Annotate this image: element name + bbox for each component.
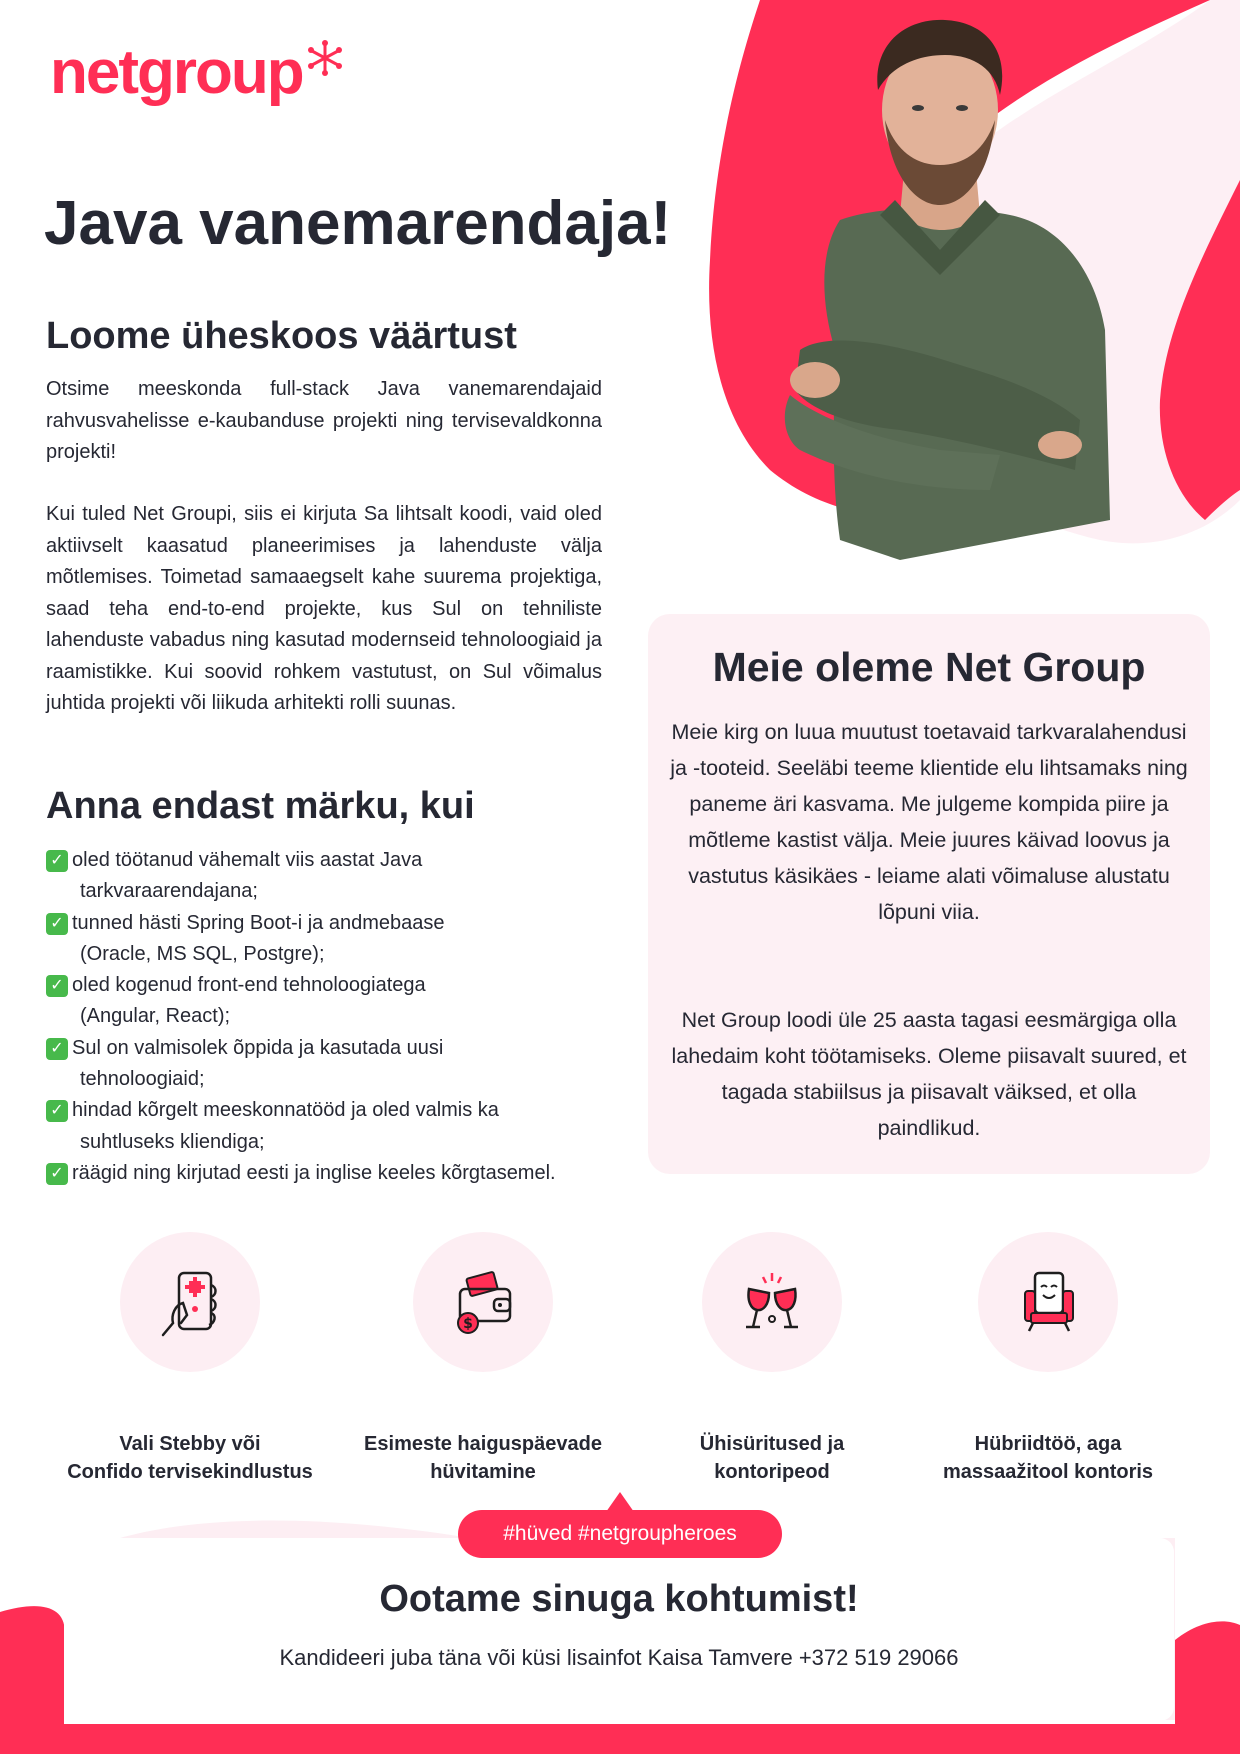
requirement-line-cont: (Oracle, MS SQL, Postgre); (80, 942, 325, 965)
netgroup-logo[interactable] (50, 38, 345, 107)
cheers-glasses-icon (735, 1265, 809, 1339)
phone-health-icon (153, 1265, 227, 1339)
checkmark-icon: ✓ (46, 1100, 68, 1122)
logo-wordmark: netgroup (50, 38, 303, 107)
list-item (46, 970, 626, 1033)
benefit-label-line: Esimeste haiguspäevade (364, 1433, 602, 1455)
benefit-icon-circle (120, 1232, 260, 1372)
footer-card (64, 1538, 1174, 1721)
checkmark-icon: ✓ (46, 1038, 68, 1060)
list-item (46, 908, 626, 971)
benefit-label-line: massaažitool kontoris (942, 1461, 1154, 1483)
benefit-health-insurance (52, 1232, 328, 1486)
intro-heading: Loome üheskoos väärtust (46, 315, 517, 357)
benefit-label-line: Hübriidtöö, aga (974, 1433, 1122, 1455)
benefit-label-line: kontoripeod (714, 1461, 830, 1483)
svg-text:$: $ (463, 1316, 473, 1332)
requirement-line-cont: tarkvaraarendajana; (80, 880, 258, 903)
benefit-label-line: Ühisüritused ja (699, 1433, 845, 1455)
massage-chair-icon (1011, 1265, 1085, 1339)
footer-red-band (0, 1724, 1240, 1754)
requirement-line: oled töötanud vähemalt viis aastat Java (72, 849, 423, 871)
logo-asterisk-icon (305, 38, 345, 78)
checkmark-icon: ✓ (46, 913, 68, 935)
footer-red-band-right (1175, 1621, 1240, 1754)
requirement-line: räägid ning kirjutad eesti ja inglise keeles kõrgtasemel. (72, 1161, 556, 1184)
requirement-line: oled kogenud front-end tehnoloogiatega (72, 974, 426, 997)
benefit-label (910, 1430, 1186, 1486)
requirement-line-cont: (Angular, React); (80, 1005, 231, 1028)
hashtag-pointer (606, 1492, 634, 1512)
requirement-line-cont: tehnoloogiaid; (80, 1068, 205, 1091)
list-item (46, 845, 626, 908)
checkmark-icon: ✓ (46, 975, 68, 997)
intro-paragraph-1: Otsime meeskonda full-stack Java vanemarendajaid rahvusvahelisse e-kaubanduse projekti ning tervisevaldkonna projekti! (46, 378, 602, 463)
about-heading: Meie oleme Net Group (712, 644, 1146, 690)
list-item (46, 1158, 626, 1189)
benefit-events (634, 1232, 910, 1486)
footer-contact: Kandideeri juba täna või küsi lisainfot Kaisa Tamvere +372 519 29066 (279, 1645, 959, 1670)
benefit-label-line: hüvitamine (430, 1461, 536, 1483)
job-title: Java vanemarendaja! (44, 189, 672, 258)
hashtag-badge[interactable]: #hüved #netgroupheroes (458, 1510, 782, 1558)
requirement-line-cont: suhtluseks kliendiga; (80, 1130, 265, 1153)
intro-paragraph-2: Kui tuled Net Groupi, siis ei kirjuta Sa lihtsalt koodi, vaid oled aktiivselt kaasatud planeerimises ja lahenduste välja mõtlemises. Toimetad samaaegselt kahe suurema projektiga, saad teha end-to-end projekte, kus Sul on tehniliste lahenduste vabadus ning kasutad modernseid tehnoloogiaid ja raamistikke. Kui soovid rohkem vastutust, on Sul võimalus juhtida projekti või liikuda arhitekti rolli suunas. (46, 503, 602, 714)
about-paragraph-1: Meie kirg on luua muutust toetavaid tarkvaralahendusi ja -tooteid. Seeläbi teeme klientide elu lihtsamaks ning paneme äri kasvama. Me julgeme kompida piire ja mõtleme kastist välja. Meie juures käivad loovus ja vastutus käsikäes - leiame alati võimaluse alustatu lõpuni viia. (670, 720, 1188, 924)
benefit-label (52, 1430, 328, 1486)
list-item (46, 1033, 626, 1096)
benefit-icon-circle (413, 1232, 553, 1372)
requirement-line: tunned hästi Spring Boot-i ja andmebaase (72, 911, 445, 934)
wallet-money-icon (446, 1265, 520, 1339)
requirements-list (46, 845, 626, 1189)
footer-heading: Ootame sinuga kohtumist! (379, 1578, 859, 1620)
benefit-icon-circle (702, 1232, 842, 1372)
checkmark-icon: ✓ (46, 1163, 68, 1185)
requirements-heading: Anna endast märku, kui (46, 785, 475, 827)
benefit-icon-circle (978, 1232, 1118, 1372)
requirement-line: hindad kõrgelt meeskonnatööd ja oled valmis ka (72, 1099, 499, 1122)
benefit-sick-days (345, 1232, 621, 1486)
requirement-line: Sul on valmisolek õppida ja kasutada uusi (72, 1036, 444, 1059)
checkmark-icon: ✓ (46, 850, 68, 872)
benefit-hybrid-work (910, 1232, 1186, 1486)
benefit-label (345, 1430, 621, 1486)
benefit-label-line: Vali Stebby või (119, 1433, 261, 1455)
list-item (46, 1095, 626, 1158)
benefit-label-line: Confido tervisekindlustus (67, 1461, 313, 1483)
about-paragraph-2: Net Group loodi üle 25 aasta tagasi eesmärgiga olla lahedaim koht töötamiseks. Oleme piisavalt suured, et tagada stabiilsus ja piisavalt väiksed, et olla paindlikud. (671, 1008, 1187, 1140)
benefit-label (634, 1430, 910, 1486)
